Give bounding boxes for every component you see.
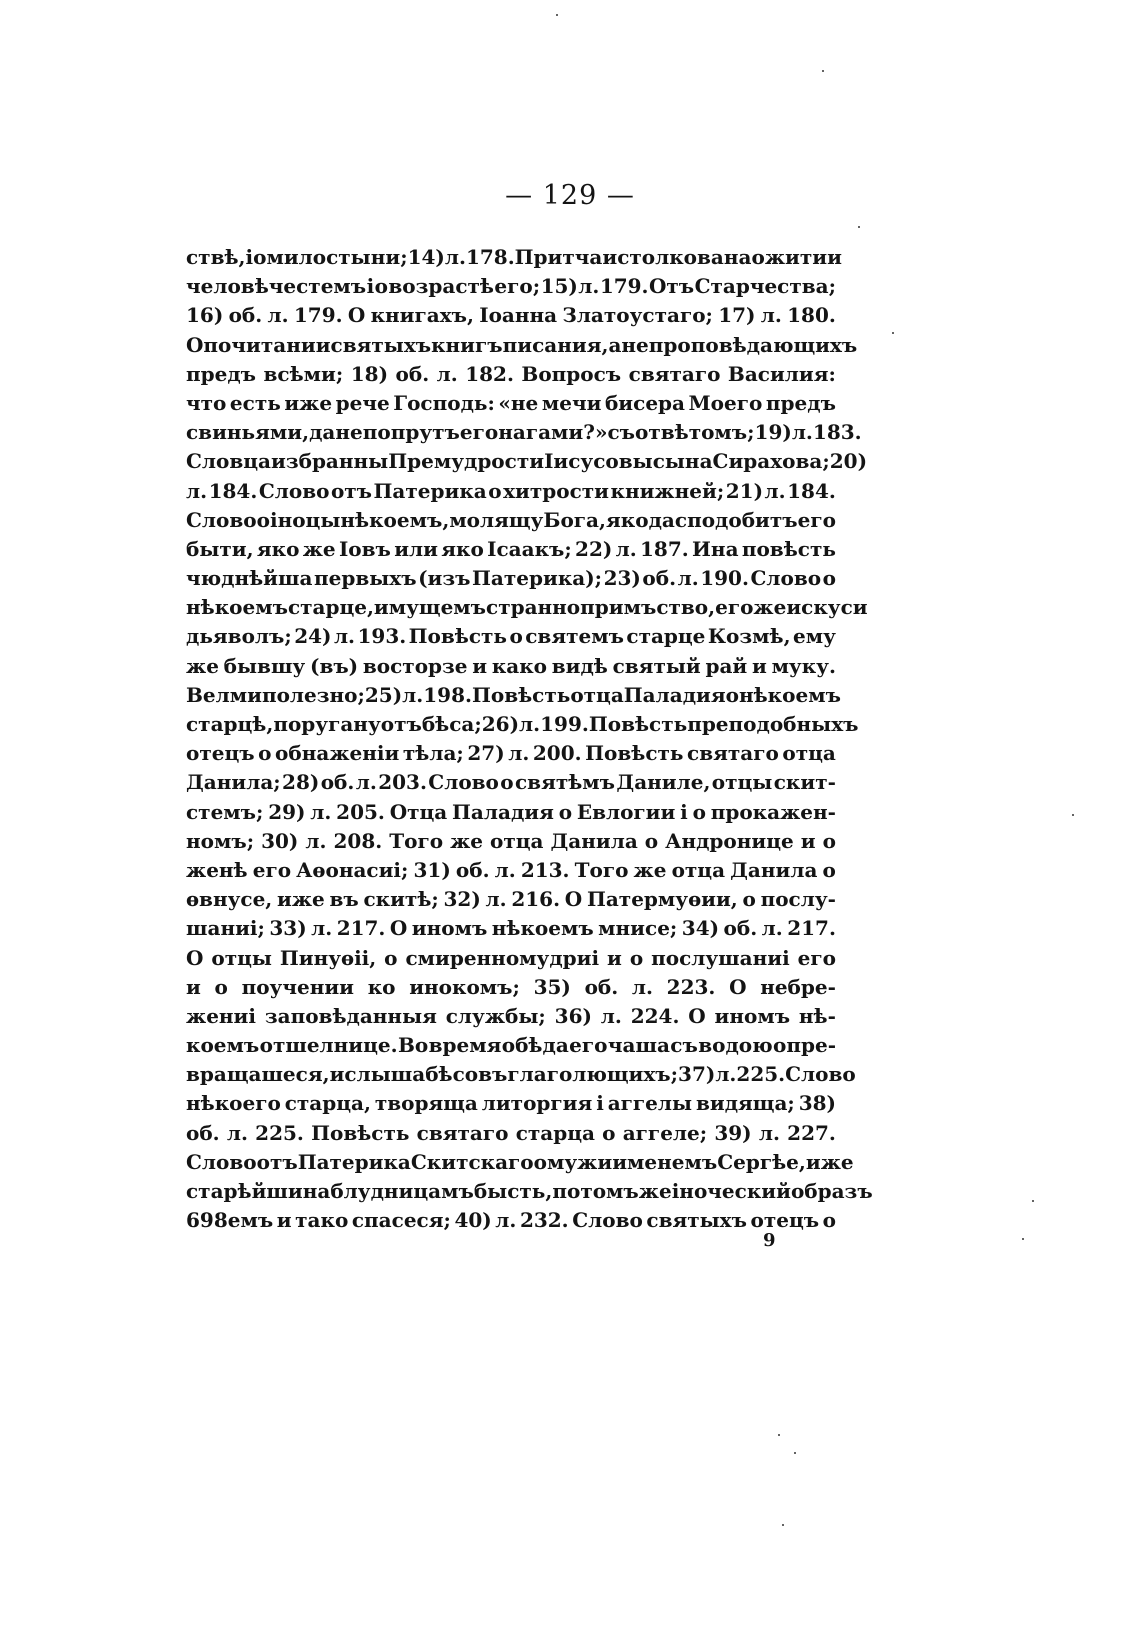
text-line: нѣкоего старца, творяща литоргия і аггелы видяща; 38) bbox=[186, 1091, 836, 1116]
text-line: дьяволъ; 24) л. 193. Повѣсть о святемъ старце Козмѣ, ему bbox=[186, 624, 836, 649]
text-line: жениі заповѣданныя службы; 36) л. 224. О иномъ нѣ- bbox=[186, 1003, 836, 1028]
text-line: отецъ о обнаженіи тѣла; 27) л. 200. Повѣсть святаго отца bbox=[186, 741, 836, 766]
text-line: ствѣ, і о милостыни; 14) л. 178. Притча истолкована о житии bbox=[186, 245, 842, 269]
text-line: предъ всѣми; 18) об. л. 182. Вопросъ святаго Василия: bbox=[186, 361, 836, 386]
scan-speck bbox=[822, 70, 824, 72]
text-line: 698емъ и тако спасеся; 40) л. 232. Слово святыхъ отецъ о bbox=[186, 1208, 836, 1233]
text-line: свиньями, да не попрутъ его нагами?» съ отвѣтомъ; 19) л. 183. bbox=[186, 420, 862, 445]
text-line: 16) об. л. 179. О книгахъ, Іоанна Златоустаго; 17) л. 180. bbox=[186, 303, 836, 328]
signature-mark: 9 bbox=[763, 1230, 776, 1251]
scan-speck bbox=[794, 1452, 796, 1454]
text-line: ѳвнусе, иже въ скитѣ; 32) л. 216. О Патермуѳии, о послу- bbox=[186, 887, 836, 912]
text-line: женѣ его Аѳонасиі; 31) об. л. 213. Того же отца Данила о bbox=[186, 857, 836, 882]
text-line: Велми полезно; 25) л. 198. Повѣсть отца Паладия о нѣкоемъ bbox=[186, 682, 841, 707]
scan-speck bbox=[778, 1434, 780, 1436]
text-line: старѣйшина блудницамъ бысть, потомъ же іноческий образъ bbox=[186, 1179, 873, 1203]
text-line: О почитании святыхъ книгъ писания, а не проповѣдающихъ bbox=[186, 332, 858, 357]
text-line: Данила; 28) об. л. 203. Слово о святѣмъ Даниле, отцы скит- bbox=[186, 770, 836, 795]
text-line: Словца избранны Премудрости Іисусовы сына Сирахова; 20) bbox=[186, 449, 868, 474]
page-number: — 129 — bbox=[505, 180, 635, 211]
scan-speck bbox=[1022, 1238, 1024, 1240]
text-line: что есть иже рече Господь: «не мечи бисера Моего предъ bbox=[186, 390, 836, 415]
scan-speck bbox=[858, 226, 860, 228]
body-text bbox=[186, 243, 873, 1235]
text-line: л. 184. Слово отъ Патерика о хитрости книжней; 21) л. 184. bbox=[186, 478, 836, 503]
scan-speck bbox=[1032, 1200, 1034, 1202]
text-line: вращашеся, и слыша бѣсовъ глаголющихъ; 37) л. 225. Слово bbox=[186, 1062, 856, 1087]
text-line: же бывшу (въ) восторзе и како видѣ святый рай и муку. bbox=[186, 653, 836, 678]
text-line: быти, яко же Іовъ или яко Ісаакъ; 22) л. 187. Ина повѣсть bbox=[186, 536, 836, 561]
text-line: и о поучении ко инокомъ; 35) об. л. 223. О небре- bbox=[186, 974, 836, 999]
text-line: О отцы Пинуѳіі, о смиренномудриі и о послушаниі его bbox=[186, 945, 836, 970]
text-line: об. л. 225. Повѣсть святаго старца о аггеле; 39) л. 227. bbox=[186, 1120, 836, 1145]
text-line: человѣчестемъ і о возрастѣ его; 15) л. 179. Отъ Старчества; bbox=[186, 274, 836, 299]
text-line: стемъ; 29) л. 205. Отца Паладия о Евлогии і о прокажен- bbox=[186, 799, 836, 824]
scan-speck bbox=[892, 332, 894, 334]
text-line: Слово о іноцы нѣкоемъ, молящу Бога, яко да сподобитъ его bbox=[186, 507, 836, 532]
scan-speck bbox=[782, 1524, 784, 1526]
text-line: нѣкоемъ старце, имущемъ страннопримъство, его же искуси bbox=[186, 595, 868, 620]
text-line: старцѣ, поругану отъ бѣса; 26) л. 199. Повѣсть преподобныхъ bbox=[186, 712, 859, 736]
scan-speck bbox=[556, 14, 558, 16]
text-line: номъ; 30) л. 208. Того же отца Данила о Андронице и о bbox=[186, 828, 836, 853]
text-line: шаниі; 33) л. 217. О иномъ нѣкоемъ мнисе; 34) об. л. 217. bbox=[186, 916, 836, 941]
text-line: коемъ отшелнице. Во время обѣда его чаша съ водою опре- bbox=[186, 1033, 836, 1058]
text-line: чюднѣйша первыхъ (изъ Патерика); 23) об. л. 190. Слово о bbox=[186, 566, 836, 591]
scan-speck bbox=[1072, 814, 1074, 816]
text-line: Слово отъ Патерика Скитскаго о мужи именемъ Сергѣе, иже bbox=[186, 1149, 854, 1174]
